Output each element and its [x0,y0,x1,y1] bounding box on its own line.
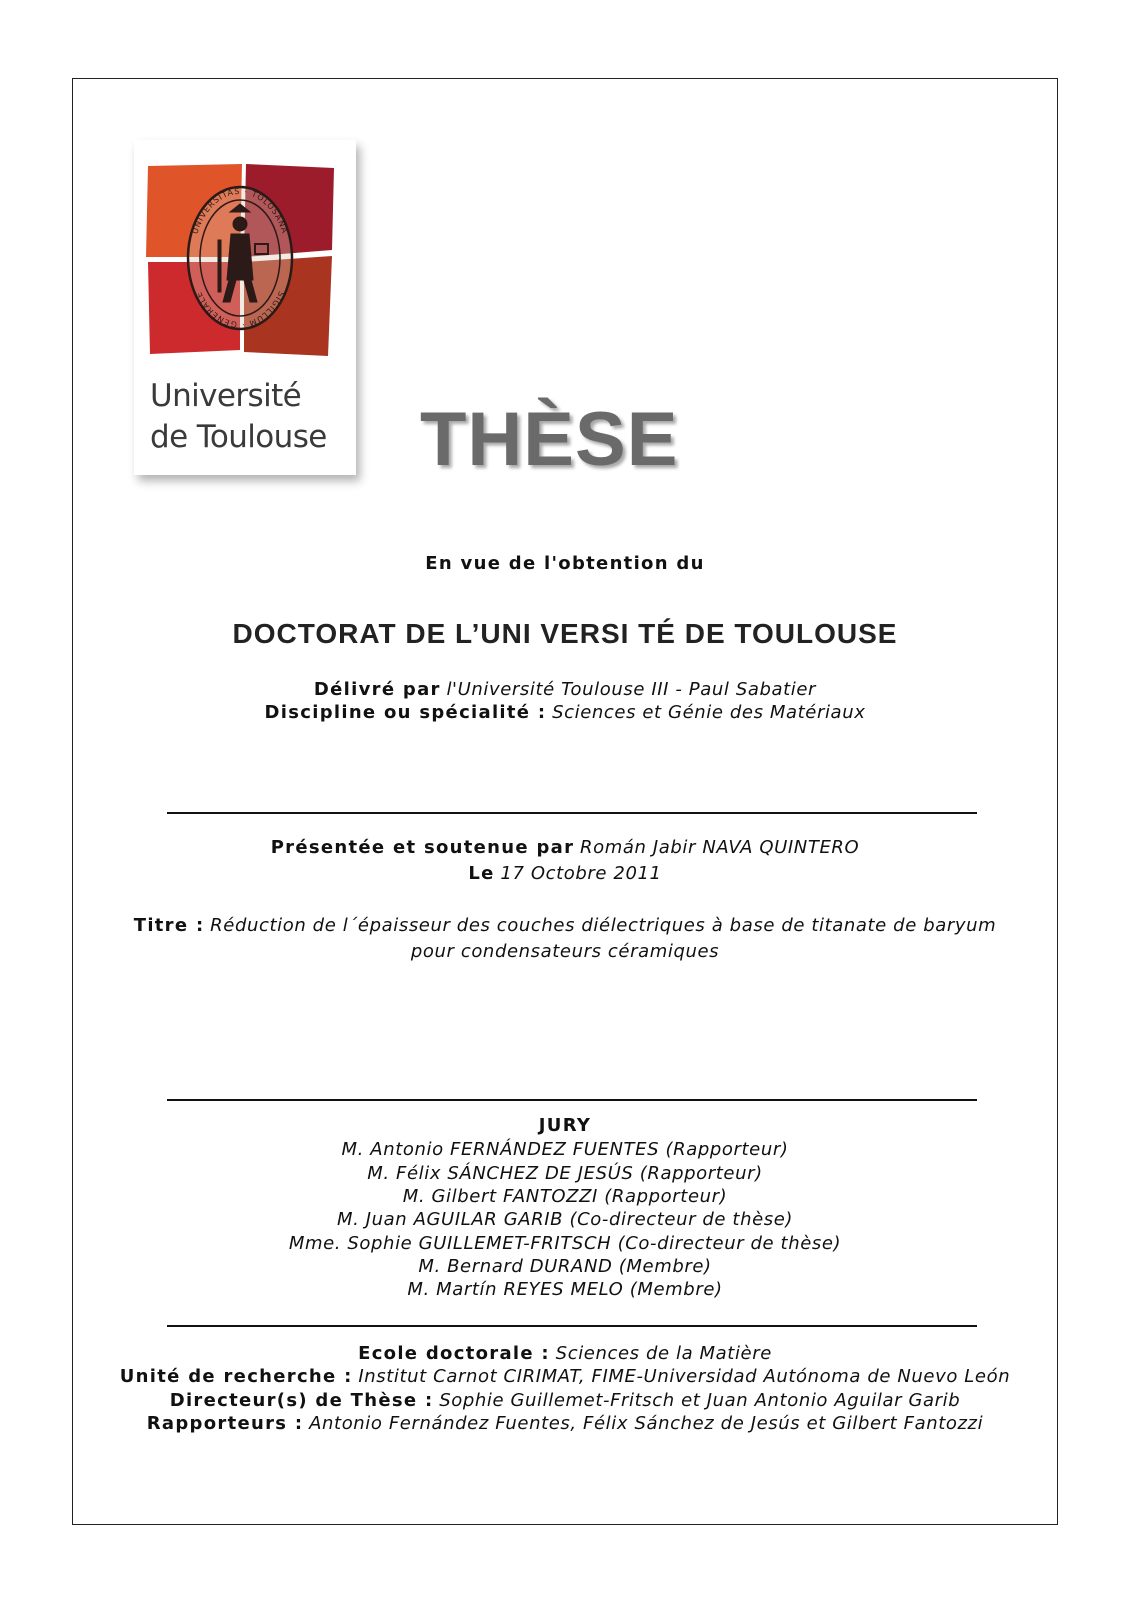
jury-member-text: M. Juan AGUILAR GARIB (Co-directeur de thèse) [336,1209,794,1230]
jury-member [72,1162,1058,1185]
jury-heading-text: JURY [538,1115,592,1136]
date-label: Le [468,863,495,884]
logo-wordmark-line2: de Toulouse [150,419,327,455]
delivered-value: l'Université Toulouse III - Paul Sabatier [446,679,817,700]
jury-member-text: M. Félix SÁNCHEZ DE JESÚS (Rapporteur) [367,1163,763,1184]
thesis-directors-line [72,1389,1058,1412]
discipline-line [72,701,1058,724]
seal-bottom-text: SIGILLUM · GENERALE [194,289,286,330]
university-seal-icon [188,187,292,329]
doctoral-school-line [72,1342,1058,1365]
divider-2 [167,1099,977,1101]
reviewers-line [72,1412,1058,1435]
delivered-label: Délivré par [313,679,441,700]
university-logo [134,140,356,475]
jury-member-text: M. Gilbert FANTOZZI (Rapporteur) [402,1186,728,1207]
date-value: 17 Octobre 2011 [500,863,662,884]
thesis-directors-value: Sophie Guillemet-Fritsch et Juan Antonio Aguilar Garib [439,1390,961,1411]
doctoral-school-label: Ecole doctorale : [358,1343,550,1364]
seal-top-text: UNIVERSITAS · TOLOSANA [190,186,290,236]
reviewers-label: Rapporteurs : [146,1413,304,1434]
presented-value: Román Jabir NAVA QUINTERO [580,837,860,858]
research-unit-label: Unité de recherche : [119,1366,353,1387]
reviewers-value: Antonio Fernández Fuentes, Félix Sánchez de Jesús et Gilbert Fantozzi [309,1413,984,1434]
delivered-by-line [72,678,1058,701]
jury-member [72,1232,1058,1255]
jury-heading [72,1114,1058,1137]
thesis-title-value-1: Réduction de l´épaisseur des couches diélectriques à base de titanate de baryum [210,915,997,936]
jury-member [72,1138,1058,1161]
discipline-value: Sciences et Génie des Matériaux [552,702,866,723]
jury-member-text: M. Antonio FERNÁNDEZ FUENTES (Rapporteur) [341,1139,789,1160]
discipline-label: Discipline ou spécialité : [264,702,547,723]
divider-3 [167,1325,977,1327]
research-unit-line [72,1365,1058,1388]
presented-label: Présentée et soutenue par [270,837,575,858]
thesis-title-label: Titre : [133,915,205,936]
thesis-directors-label: Directeur(s) de Thèse : [169,1390,434,1411]
jury-member [72,1208,1058,1231]
thesis-title-line1 [72,914,1058,937]
defense-date-line [72,862,1058,885]
jury-member-text: M. Bernard DURAND (Membre) [418,1256,712,1277]
jury-member [72,1278,1058,1301]
subtitle [72,552,1058,575]
research-unit-value: Institut Carnot CIRIMAT, FIME-Universidad Autónoma de Nuevo León [358,1366,1011,1387]
presented-by-line [72,836,1058,859]
doctoral-school-value: Sciences de la Matière [555,1343,772,1364]
logo-wordmark-line1: Université [150,378,302,414]
thesis-title-value-2: pour condensateurs céramiques [410,941,720,962]
degree-title: DOCTORAT DE L’UNI VERSI TÉ DE TOULOUSE [232,618,898,649]
jury-member [72,1255,1058,1278]
document-title: THÈSE [420,397,679,482]
logo-graphic [134,140,356,380]
jury-member-text: M. Martín REYES MELO (Membre) [407,1279,723,1300]
subtitle-text: En vue de l'obtention du [425,553,705,574]
thesis-title-line2 [72,940,1058,963]
jury-member-text: Mme. Sophie GUILLEMET-FRITSCH (Co-directeur de thèse) [288,1233,842,1254]
divider-1 [167,812,977,814]
jury-member [72,1185,1058,1208]
